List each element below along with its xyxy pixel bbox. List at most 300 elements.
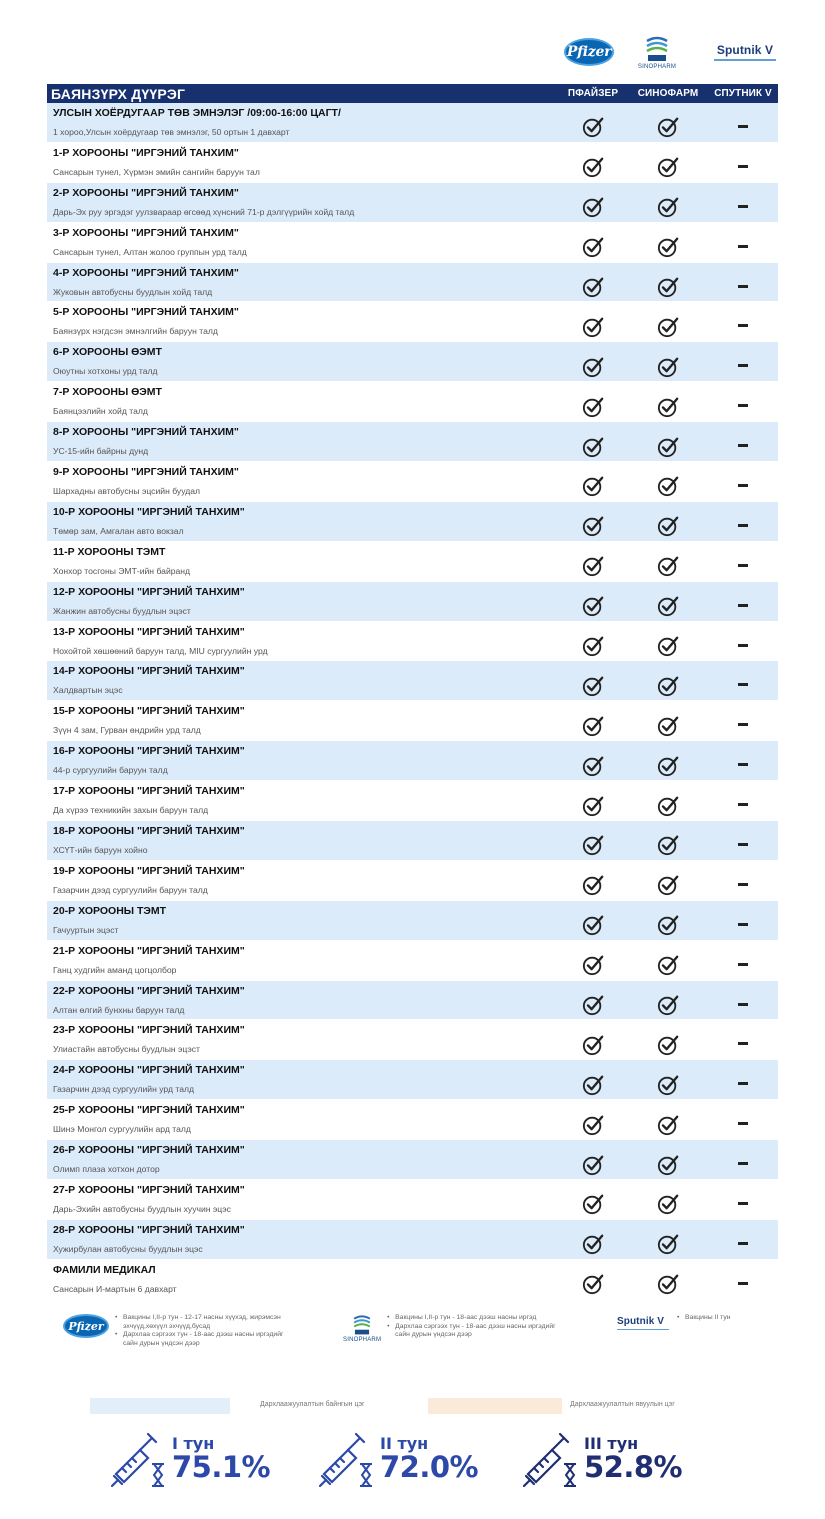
check-circle-icon: [582, 994, 604, 1016]
location-address: Газарчин дээд сургуулийн урд талд: [53, 1084, 195, 1095]
pfizer-availability: [558, 1260, 628, 1299]
pfizer-availability: [558, 422, 628, 461]
dose-1-stat: [108, 1430, 270, 1488]
location-address: Дарь-Эх руу эргэдэг уулзвараар өгсөөд хүнсний 71-р дэлгүүрийн хойд талд: [53, 206, 355, 217]
sputnik-availability: [708, 1140, 778, 1179]
location-cell: [47, 502, 558, 541]
location-address: ХСҮТ-ийн баруун хойно: [53, 844, 148, 855]
sinopharm-availability: [628, 582, 708, 621]
location-address: Нохойтой хөшөөний баруун талд, MIU сургуулийн урд: [53, 645, 268, 656]
pfizer-availability: [558, 143, 628, 182]
district-title: БАЯНЗҮРХ ДҮҮРЭГ: [51, 85, 186, 102]
sputnik-availability: [708, 1180, 778, 1219]
check-circle-icon: [657, 1273, 679, 1295]
legend-sinopharm-notes: [387, 1314, 572, 1340]
pfizer-availability: [558, 661, 628, 700]
check-circle-icon: [657, 914, 679, 936]
check-circle-icon: [582, 755, 604, 777]
sinopharm-availability: [628, 941, 708, 980]
sinopharm-availability: [628, 1020, 708, 1059]
check-circle-icon: [657, 1114, 679, 1136]
table-row: [47, 1220, 778, 1260]
location-cell: [47, 183, 558, 222]
sinopharm-availability: [628, 1060, 708, 1099]
check-circle-icon: [582, 1074, 604, 1096]
location-address: Жанжин автобусны буудлын эцэст: [53, 605, 191, 616]
table-row: [47, 502, 778, 542]
location-title: 20-Р ХОРООНЫ ТЭМТ: [53, 904, 167, 917]
check-circle-icon: [657, 1193, 679, 1215]
location-address: Гачууртын эцэст: [53, 924, 119, 935]
location-title: 5-Р ХОРООНЫ "ИРГЭНИЙ ТАНХИМ": [53, 306, 239, 319]
location-cell: [47, 701, 558, 740]
check-circle-icon: [582, 276, 604, 298]
check-circle-icon: [582, 515, 604, 537]
pfizer-availability: [558, 542, 628, 581]
location-cell: [47, 1020, 558, 1059]
dash-icon: [738, 1082, 748, 1085]
sputnik-availability: [708, 741, 778, 780]
sinopharm-availability: [628, 302, 708, 341]
dash-icon: [738, 763, 748, 766]
location-title: 15-Р ХОРООНЫ "ИРГЭНИЙ ТАНХИМ": [53, 705, 245, 718]
location-title: 22-Р ХОРООНЫ "ИРГЭНИЙ ТАНХИМ": [53, 984, 245, 997]
location-cell: [47, 821, 558, 860]
location-address: 44-р сургуулийн баруун талд: [53, 765, 168, 776]
dash-icon: [738, 285, 748, 288]
check-circle-icon: [657, 1233, 679, 1255]
check-circle-icon: [657, 874, 679, 896]
sputnik-availability: [708, 781, 778, 820]
location-cell: [47, 103, 558, 142]
sputnik-logo: [706, 30, 784, 74]
table-header: [47, 84, 778, 103]
location-address: Төмөр зам, Амгалан авто вокзал: [53, 525, 184, 536]
check-circle-icon: [582, 316, 604, 338]
pfizer-availability: [558, 1180, 628, 1219]
location-cell: [47, 342, 558, 381]
location-title: 19-Р ХОРООНЫ "ИРГЭНИЙ ТАНХИМ": [53, 864, 245, 877]
dash-icon: [738, 1003, 748, 1006]
dash-icon: [738, 444, 748, 447]
location-cell: [47, 941, 558, 980]
sinopharm-availability: [628, 861, 708, 900]
location-address: Хужирбулан автобусны буудлын эцэс: [53, 1243, 203, 1254]
location-cell: [47, 1180, 558, 1219]
dash-icon: [738, 1242, 748, 1245]
sputnik-availability: [708, 821, 778, 860]
location-cell: [47, 1060, 558, 1099]
check-circle-icon: [582, 954, 604, 976]
sputnik-availability: [708, 382, 778, 421]
dose-percent: 52.8%: [584, 1450, 683, 1484]
location-address: Дарь-Эхийн автобусны буудлын хуучин эцэс: [53, 1203, 231, 1214]
legend-sinopharm: [343, 1314, 572, 1343]
location-title: 27-Р ХОРООНЫ "ИРГЭНИЙ ТАНХИМ": [53, 1183, 245, 1196]
legend-sputnik-notes: [677, 1314, 731, 1323]
pfizer-availability: [558, 582, 628, 621]
pfizer-availability: [558, 263, 628, 302]
check-circle-icon: [657, 834, 679, 856]
location-title: 18-Р ХОРООНЫ "ИРГЭНИЙ ТАНХИМ": [53, 824, 245, 837]
location-address: Да хүрээ техникийн захын баруун талд: [53, 805, 209, 816]
legend-sinopharm-logo: [343, 1314, 381, 1343]
check-circle-icon: [657, 555, 679, 577]
table-row: [47, 1260, 778, 1300]
check-circle-icon: [582, 116, 604, 138]
location-cell: [47, 263, 558, 302]
table-row: [47, 821, 778, 861]
sinopharm-availability: [628, 901, 708, 940]
sputnik-availability: [708, 861, 778, 900]
table-row: [47, 1100, 778, 1140]
dose-coverage: [0, 1430, 825, 1500]
sputnik-availability: [708, 941, 778, 980]
list-item: • Вакцины II тун: [677, 1314, 731, 1323]
pfizer-availability: [558, 622, 628, 661]
pfizer-availability: [558, 861, 628, 900]
location-address: Шинэ Монгол сургуулийн ард талд: [53, 1124, 191, 1135]
pfizer-availability: [558, 462, 628, 501]
pfizer-availability: [558, 981, 628, 1020]
dose-2-stat: [316, 1430, 478, 1488]
pfizer-availability: [558, 1020, 628, 1059]
check-circle-icon: [657, 994, 679, 1016]
check-circle-icon: [582, 156, 604, 178]
location-address: Олимп плаза хотхон дотор: [53, 1164, 160, 1175]
location-title: 24-Р ХОРООНЫ "ИРГЭНИЙ ТАНХИМ": [53, 1064, 245, 1077]
sinopharm-availability: [628, 542, 708, 581]
hourglass-icon: [360, 1464, 372, 1486]
table-row: [47, 941, 778, 981]
check-circle-icon: [582, 834, 604, 856]
column-header-pfizer: ПФАЙЗЕР: [567, 88, 619, 99]
check-circle-icon: [582, 715, 604, 737]
table-row: [47, 1140, 778, 1180]
check-circle-icon: [657, 316, 679, 338]
legend-pfizer-notes: [115, 1314, 285, 1348]
location-title: 14-Р ХОРООНЫ "ИРГЭНИЙ ТАНХИМ": [53, 665, 245, 678]
dash-icon: [738, 1202, 748, 1205]
table-row: [47, 422, 778, 462]
check-circle-icon: [657, 1034, 679, 1056]
column-header-sinopharm: СИНОФАРМ: [637, 88, 699, 99]
dash-icon: [738, 165, 748, 168]
table-row: [47, 781, 778, 821]
hourglass-icon: [152, 1464, 164, 1486]
check-circle-icon: [657, 436, 679, 458]
vaccine-logos: [0, 30, 825, 80]
check-circle-icon: [657, 755, 679, 777]
pfizer-availability: [558, 502, 628, 541]
sinopharm-availability: [628, 821, 708, 860]
table-row: [47, 861, 778, 901]
sinopharm-availability: [628, 1100, 708, 1139]
pfizer-availability: [558, 1100, 628, 1139]
check-circle-icon: [582, 1233, 604, 1255]
point-type-legend: [0, 1398, 825, 1414]
location-title: 4-Р ХОРООНЫ "ИРГЭНИЙ ТАНХИМ": [53, 266, 239, 279]
location-cell: [47, 462, 558, 501]
sinopharm-logo-icon: [351, 1314, 373, 1336]
dash-icon: [738, 404, 748, 407]
sinopharm-availability: [628, 701, 708, 740]
location-cell: [47, 1220, 558, 1259]
sputnik-availability: [708, 1220, 778, 1259]
legend-sputnik: [617, 1314, 731, 1330]
location-cell: [47, 781, 558, 820]
sinopharm-availability: [628, 981, 708, 1020]
pfizer-logo-mark: Pfizer: [564, 38, 614, 66]
sputnik-availability: [708, 981, 778, 1020]
dose-label: II тун: [380, 1434, 429, 1453]
table-row: [47, 1060, 778, 1100]
legend-sputnik-logo: [617, 1316, 669, 1330]
dose-label: III тун: [584, 1434, 639, 1453]
sputnik-availability: [708, 502, 778, 541]
location-cell: [47, 1260, 558, 1299]
dash-icon: [738, 324, 748, 327]
location-title: 21-Р ХОРООНЫ "ИРГЭНИЙ ТАНХИМ": [53, 944, 245, 957]
sputnik-availability: [708, 183, 778, 222]
sinopharm-availability: [628, 661, 708, 700]
sputnik-availability: [708, 542, 778, 581]
dash-icon: [738, 923, 748, 926]
sputnik-availability: [708, 143, 778, 182]
sinopharm-availability: [628, 263, 708, 302]
table-row: [47, 462, 778, 502]
sputnik-availability: [708, 701, 778, 740]
permanent-point-label: Дархлаажуулалтын байнгын цэг: [260, 1401, 365, 1408]
pfizer-availability: [558, 701, 628, 740]
list-item: • Вакцины I,II-р тун - 18-аас дээш насны иргэд: [387, 1314, 572, 1323]
check-circle-icon: [657, 396, 679, 418]
sputnik-availability: [708, 901, 778, 940]
check-circle-icon: [582, 675, 604, 697]
dash-icon: [738, 683, 748, 686]
location-cell: [47, 302, 558, 341]
location-cell: [47, 741, 558, 780]
location-address: Оюутны хотхоны урд талд: [53, 366, 158, 377]
check-circle-icon: [582, 1193, 604, 1215]
sinopharm-availability: [628, 103, 708, 142]
dose-percent: 72.0%: [380, 1450, 479, 1484]
check-circle-icon: [582, 635, 604, 657]
sputnik-availability: [708, 103, 778, 142]
location-cell: [47, 861, 558, 900]
table-row: [47, 901, 778, 941]
sputnik-availability: [708, 622, 778, 661]
check-circle-icon: [657, 595, 679, 617]
check-circle-icon: [582, 595, 604, 617]
location-address: 1 хороо,Улсын хоёрдугаар төв эмнэлэг, 50 ортын 1 давхарт: [53, 126, 290, 137]
location-address: Сансарын тунел, Алтан жолоо группын урд талд: [53, 246, 247, 257]
sputnik-availability: [708, 661, 778, 700]
dash-icon: [738, 843, 748, 846]
table-row: [47, 1020, 778, 1060]
list-item: • Дархлаа сэргээх тун - 18-аас дээш насны иргэдийг сайн дурын үндсэн дээр: [115, 1331, 285, 1348]
list-item: • Вакцины I,II-р тун - 12-17 насны хүүхэд, жирэмсэн эхчүүд,хөхүүл эхчүүд,бусад: [115, 1314, 285, 1331]
list-item: • Дархлаа сэргээх тун - 18-аас дээш насны иргэдийг сайн дурын үндсэн дээр: [387, 1323, 572, 1340]
location-address: Ганц худгийн аманд цогцолбор: [53, 964, 177, 975]
location-title: 12-Р ХОРООНЫ "ИРГЭНИЙ ТАНХИМ": [53, 585, 245, 598]
location-cell: [47, 981, 558, 1020]
location-address: Алтан өлгий бунхны баруун талд: [53, 1004, 185, 1015]
hourglass-icon: [564, 1464, 576, 1486]
syringe-icon: [316, 1430, 376, 1488]
dash-icon: [738, 963, 748, 966]
dash-icon: [738, 564, 748, 567]
dash-icon: [738, 484, 748, 487]
sputnik-availability: [708, 422, 778, 461]
pfizer-availability: [558, 302, 628, 341]
table-row: [47, 542, 778, 582]
permanent-point-swatch: [90, 1398, 230, 1414]
pfizer-logo: [563, 30, 615, 74]
sputnik-availability: [708, 582, 778, 621]
check-circle-icon: [582, 1154, 604, 1176]
location-title: 3-Р ХОРООНЫ "ИРГЭНИЙ ТАНХИМ": [53, 226, 239, 239]
dash-icon: [738, 1122, 748, 1125]
location-cell: [47, 542, 558, 581]
check-circle-icon: [657, 1154, 679, 1176]
sputnik-availability: [708, 302, 778, 341]
check-circle-icon: [657, 954, 679, 976]
sinopharm-availability: [628, 502, 708, 541]
sputnik-availability: [708, 1060, 778, 1099]
sinopharm-availability: [628, 143, 708, 182]
location-address: Улиастайн автобусны буудлын эцэст: [53, 1044, 200, 1055]
location-address: Хонхор тосгоны ЭМТ-ийн байранд: [53, 565, 191, 576]
check-circle-icon: [657, 276, 679, 298]
location-title: 9-Р ХОРООНЫ "ИРГЭНИЙ ТАНХИМ": [53, 465, 239, 478]
location-address: УС-15-ийн байрны дунд: [53, 446, 149, 457]
check-circle-icon: [582, 795, 604, 817]
check-circle-icon: [657, 156, 679, 178]
pfizer-availability: [558, 1060, 628, 1099]
table-row: [47, 143, 778, 183]
location-title: 17-Р ХОРООНЫ "ИРГЭНИЙ ТАНХИМ": [53, 785, 245, 798]
legend-sinopharm-caption: SINOPHARM: [343, 1337, 382, 1343]
pfizer-availability: [558, 1220, 628, 1259]
vaccine-legend: [0, 1314, 825, 1374]
location-title: 7-Р ХОРООНЫ ӨЭМТ: [53, 386, 162, 399]
location-title: 13-Р ХОРООНЫ "ИРГЭНИЙ ТАНХИМ": [53, 625, 245, 638]
table-row: [47, 661, 778, 701]
table-row: [47, 981, 778, 1021]
pfizer-availability: [558, 382, 628, 421]
location-address: Халдвартын эцэс: [53, 685, 123, 696]
location-title: ФАМИЛИ МЕДИКАЛ: [53, 1263, 156, 1276]
location-cell: [47, 622, 558, 661]
sinopharm-availability: [628, 781, 708, 820]
location-cell: [47, 422, 558, 461]
legend-sputnik-underline: [617, 1329, 669, 1330]
table-row: [47, 263, 778, 303]
column-header-sputnik: СПУТНИК V: [714, 88, 772, 99]
dash-icon: [738, 803, 748, 806]
dose-3-stat: [520, 1430, 682, 1488]
location-address: Шархадны автобусны эцсийн буудал: [53, 485, 201, 496]
location-address: Баянзүрх нэгдсэн эмнэлгийн баруун талд: [53, 326, 218, 337]
dose-label: I тун: [172, 1434, 215, 1453]
check-circle-icon: [582, 874, 604, 896]
dash-icon: [738, 364, 748, 367]
pfizer-availability: [558, 342, 628, 381]
check-circle-icon: [657, 1074, 679, 1096]
check-circle-icon: [582, 396, 604, 418]
check-circle-icon: [657, 356, 679, 378]
check-circle-icon: [657, 675, 679, 697]
check-circle-icon: [657, 236, 679, 258]
sinopharm-logo: [632, 30, 682, 74]
table-row: [47, 223, 778, 263]
check-circle-icon: [582, 475, 604, 497]
check-circle-icon: [582, 1273, 604, 1295]
location-title: 23-Р ХОРООНЫ "ИРГЭНИЙ ТАНХИМ": [53, 1024, 245, 1037]
pfizer-availability: [558, 223, 628, 262]
location-cell: [47, 382, 558, 421]
pfizer-availability: [558, 781, 628, 820]
location-address: Газарчин дээд сургуулийн баруун талд: [53, 884, 208, 895]
table-row: [47, 302, 778, 342]
location-address: Зүүн 4 зам, Гурван өндрийн урд талд: [53, 725, 201, 736]
pfizer-availability: [558, 941, 628, 980]
table-row: [47, 741, 778, 781]
pfizer-availability: [558, 1140, 628, 1179]
location-cell: [47, 1100, 558, 1139]
location-title: 28-Р ХОРООНЫ "ИРГЭНИЙ ТАНХИМ": [53, 1223, 245, 1236]
location-title: 16-Р ХОРООНЫ "ИРГЭНИЙ ТАНХИМ": [53, 745, 245, 758]
dash-icon: [738, 1042, 748, 1045]
sinopharm-availability: [628, 1140, 708, 1179]
check-circle-icon: [657, 515, 679, 537]
sinopharm-availability: [628, 741, 708, 780]
sinopharm-availability: [628, 1260, 708, 1299]
dash-icon: [738, 245, 748, 248]
check-circle-icon: [582, 555, 604, 577]
syringe-icon: [108, 1430, 168, 1488]
location-cell: [47, 661, 558, 700]
table-row: [47, 1180, 778, 1220]
pfizer-availability: [558, 183, 628, 222]
check-circle-icon: [657, 795, 679, 817]
sinopharm-availability: [628, 422, 708, 461]
vaccination-points-table: [47, 84, 778, 1300]
dose-percent: 75.1%: [172, 1450, 271, 1484]
table-row: [47, 183, 778, 223]
check-circle-icon: [657, 116, 679, 138]
sputnik-logo-text: Sputnik V: [716, 43, 774, 57]
pfizer-availability: [558, 103, 628, 142]
check-circle-icon: [582, 356, 604, 378]
dash-icon: [738, 883, 748, 886]
sinopharm-availability: [628, 183, 708, 222]
dash-icon: [738, 524, 748, 527]
dash-icon: [738, 125, 748, 128]
dash-icon: [738, 604, 748, 607]
location-title: 8-Р ХОРООНЫ "ИРГЭНИЙ ТАНХИМ": [53, 426, 239, 439]
pfizer-availability: [558, 901, 628, 940]
location-title: 11-Р ХОРООНЫ ТЭМТ: [53, 545, 166, 558]
location-title: 26-Р ХОРООНЫ "ИРГЭНИЙ ТАНХИМ": [53, 1144, 245, 1157]
sinopharm-logo-icon: [644, 35, 670, 63]
check-circle-icon: [657, 475, 679, 497]
table-row: [47, 342, 778, 382]
location-cell: [47, 143, 558, 182]
table-body: [47, 103, 778, 1300]
sinopharm-availability: [628, 382, 708, 421]
